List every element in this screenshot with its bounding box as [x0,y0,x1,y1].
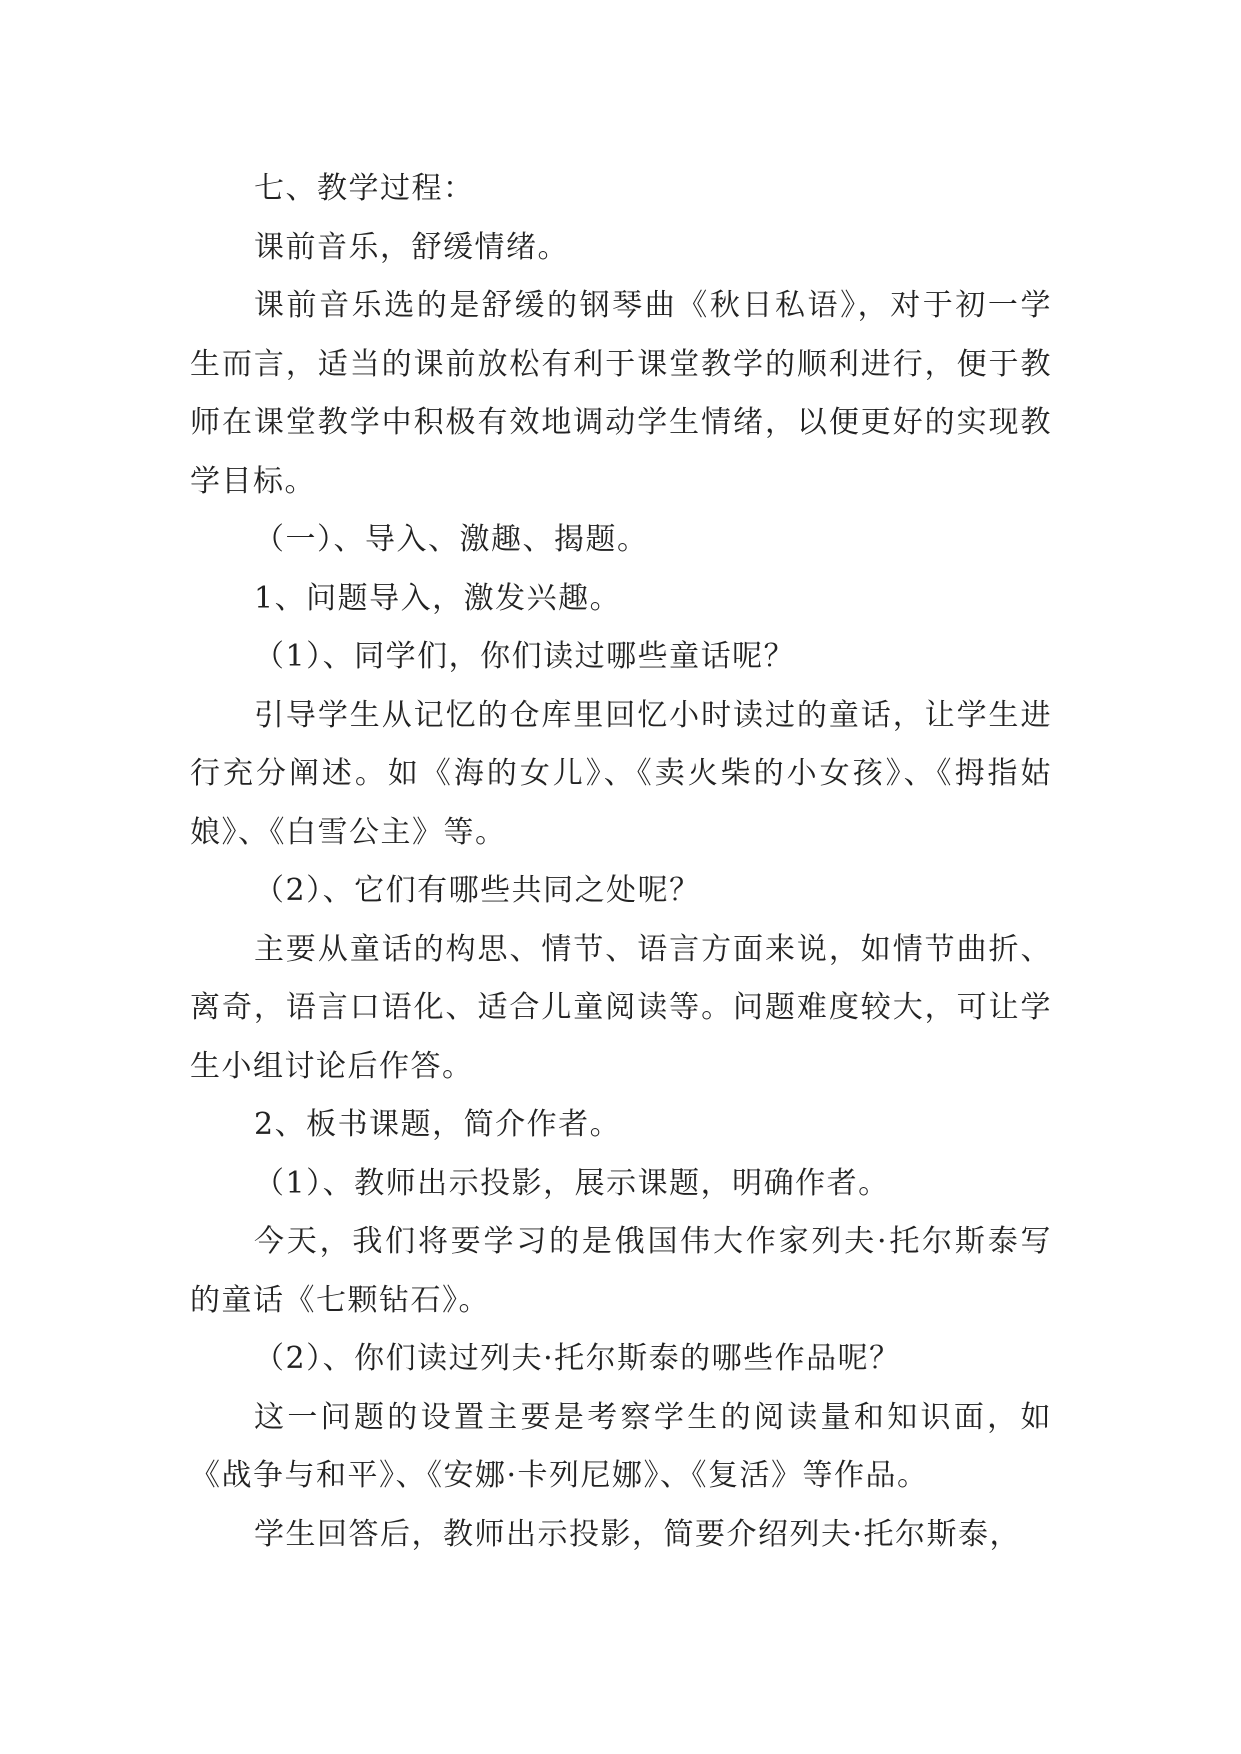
section-heading-teaching-process: 七、教学过程： [254,171,475,206]
paragraph: 课前音乐，舒缓情绪。 [254,229,569,265]
paragraph: 课前音乐选的是舒缓的钢琴曲《秋日私语》，对于初一学生而言，适当的课前放松有利于课堂教学的顺利进行，便于教师在课堂教学中积极有效地调动学生情绪，以便更好的实现教学目标。 [190,288,1052,499]
paragraph: 这一问题的设置主要是考察学生的阅读量和知识面，如《战争与和平》、《安娜·卡列尼娜》、《复活》等作品。 [190,1399,1052,1493]
paragraph: （1）、教师出示投影，展示课题，明确作者。 [254,1165,890,1201]
paragraph: （1）、同学们，你们读过哪些童话呢？ [254,639,796,674]
paragraph: （2）、你们读过列夫·托尔斯泰的哪些作品呢？ [254,1341,901,1376]
document-body [190,160,1052,1564]
paragraph: （2）、它们有哪些共同之处呢？ [254,873,701,908]
subsection-heading: （一）、导入、激趣、揭题。 [254,522,649,557]
paragraph: 2、板书课题，简介作者。 [254,1107,622,1142]
paragraph: 今天，我们将要学习的是俄国伟大作家列夫·托尔斯泰写的童话《七颗钻石》。 [190,1224,1052,1318]
paragraph: 主要从童话的构思、情节、语言方面来说，如情节曲折、离奇，语言口语化、适合儿童阅读等。问题难度较大，可让学生小组讨论后作答。 [190,931,1052,1084]
paragraph: 学生回答后，教师出示投影，简要介绍列夫·托尔斯泰， [254,1516,1022,1552]
paragraph: 1、问题导入，激发兴趣。 [254,580,622,616]
paragraph: 引导学生从记忆的仓库里回忆小时读过的童话，让学生进行充分阐述。如《海的女儿》、《卖火柴的小女孩》、《拇指姑娘》、《白雪公主》等。 [190,697,1052,850]
